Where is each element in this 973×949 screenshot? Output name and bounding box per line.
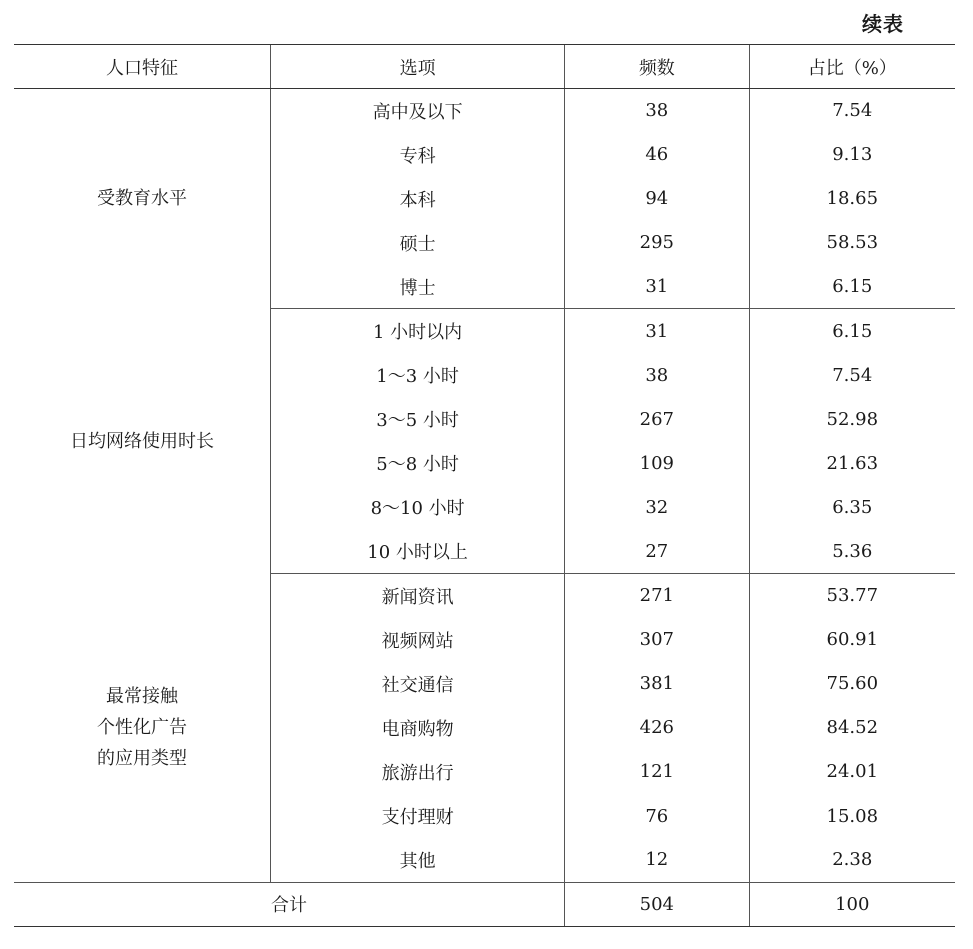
- option-cell: 硕士: [399, 233, 436, 255]
- percentage-cell: 15.08: [749, 794, 955, 838]
- percentage-cell: 6.15: [749, 309, 955, 353]
- option-cell: 本科: [399, 189, 436, 211]
- characteristic-label-line: 个性化广告: [97, 717, 188, 739]
- frequency-cell: 94: [565, 177, 749, 221]
- option-cell: 5～8 小时: [376, 454, 459, 476]
- frequency-cell: 307: [565, 618, 749, 662]
- frequency-cell: 295: [565, 221, 749, 265]
- demographics-table: [14, 44, 955, 927]
- option-cell: 专科: [399, 145, 436, 167]
- total-row: [14, 882, 955, 926]
- frequency-cell: 426: [565, 706, 749, 750]
- percentage-cell: 52.98: [749, 397, 955, 441]
- frequency-cell: 38: [565, 89, 749, 133]
- percentage-cell: 60.91: [749, 618, 955, 662]
- frequency-cell: 271: [565, 574, 749, 618]
- total-label: 合计: [14, 882, 565, 926]
- percentage-cell: 21.63: [749, 441, 955, 485]
- option-cell: 3～5 小时: [376, 410, 459, 432]
- characteristic-cell: [14, 89, 271, 309]
- characteristic-cell: [14, 309, 271, 574]
- total-frequency: 504: [565, 882, 749, 926]
- frequency-cell: 121: [565, 750, 749, 794]
- characteristic-label-line: 最常接触: [106, 686, 179, 708]
- option-cell: 社交通信: [381, 674, 454, 696]
- frequency-cell: 46: [565, 133, 749, 177]
- option-cell: 新闻资讯: [381, 586, 454, 608]
- column-header-option: 选项: [271, 45, 565, 89]
- table-body: [14, 89, 955, 927]
- option-cell: 高中及以下: [372, 101, 463, 123]
- percentage-cell: 5.36: [749, 529, 955, 573]
- option-cell: 支付理财: [381, 807, 454, 829]
- table-header-row: [14, 45, 955, 89]
- frequency-cell: 12: [565, 838, 749, 882]
- percentage-cell: 58.53: [749, 221, 955, 265]
- percentage-cell: 9.13: [749, 133, 955, 177]
- percentage-cell: 6.35: [749, 485, 955, 529]
- column-header-frequency: 频数: [565, 45, 749, 89]
- frequency-cell: 76: [565, 794, 749, 838]
- percentage-cell: 6.15: [749, 265, 955, 309]
- continued-table-label: 续表: [862, 12, 904, 36]
- percentage-cell: 24.01: [749, 750, 955, 794]
- option-cell: 电商购物: [381, 718, 454, 740]
- table-row: [14, 309, 955, 353]
- frequency-cell: 27: [565, 529, 749, 573]
- table-row: [14, 89, 955, 133]
- option-cell: 10 小时以上: [271, 529, 565, 573]
- column-header-characteristic: 人口特征: [14, 45, 271, 89]
- characteristic-cell: [14, 574, 271, 883]
- option-cell: 8～10 小时: [370, 498, 465, 520]
- percentage-cell: 84.52: [749, 706, 955, 750]
- percentage-cell: 2.38: [749, 838, 955, 882]
- frequency-cell: 31: [565, 265, 749, 309]
- option-cell: 1 小时以内: [373, 322, 463, 344]
- percentage-cell: 7.54: [749, 353, 955, 397]
- characteristic-label-line: 日均网络使用时长: [70, 430, 215, 452]
- option-cell: 其他: [399, 850, 436, 872]
- frequency-cell: 109: [565, 441, 749, 485]
- option-cell: 视频网站: [381, 630, 454, 652]
- option-cell: 博士: [271, 265, 565, 309]
- characteristic-label-line: 受教育水平: [97, 188, 188, 210]
- option-cell: 1～3 小时: [376, 366, 459, 388]
- percentage-cell: 75.60: [749, 662, 955, 706]
- frequency-cell: 267: [565, 397, 749, 441]
- frequency-cell: 31: [565, 309, 749, 353]
- frequency-cell: 38: [565, 353, 749, 397]
- option-cell: 旅游出行: [381, 762, 454, 784]
- frequency-cell: 381: [565, 662, 749, 706]
- percentage-cell: 18.65: [749, 177, 955, 221]
- characteristic-label-line: 的应用类型: [97, 748, 188, 770]
- column-header-percentage: 占比（%）: [749, 45, 955, 89]
- table-row: [14, 574, 955, 618]
- percentage-cell: 7.54: [749, 89, 955, 133]
- frequency-cell: 32: [565, 485, 749, 529]
- percentage-cell: 53.77: [749, 574, 955, 618]
- total-percentage: 100: [749, 882, 955, 926]
